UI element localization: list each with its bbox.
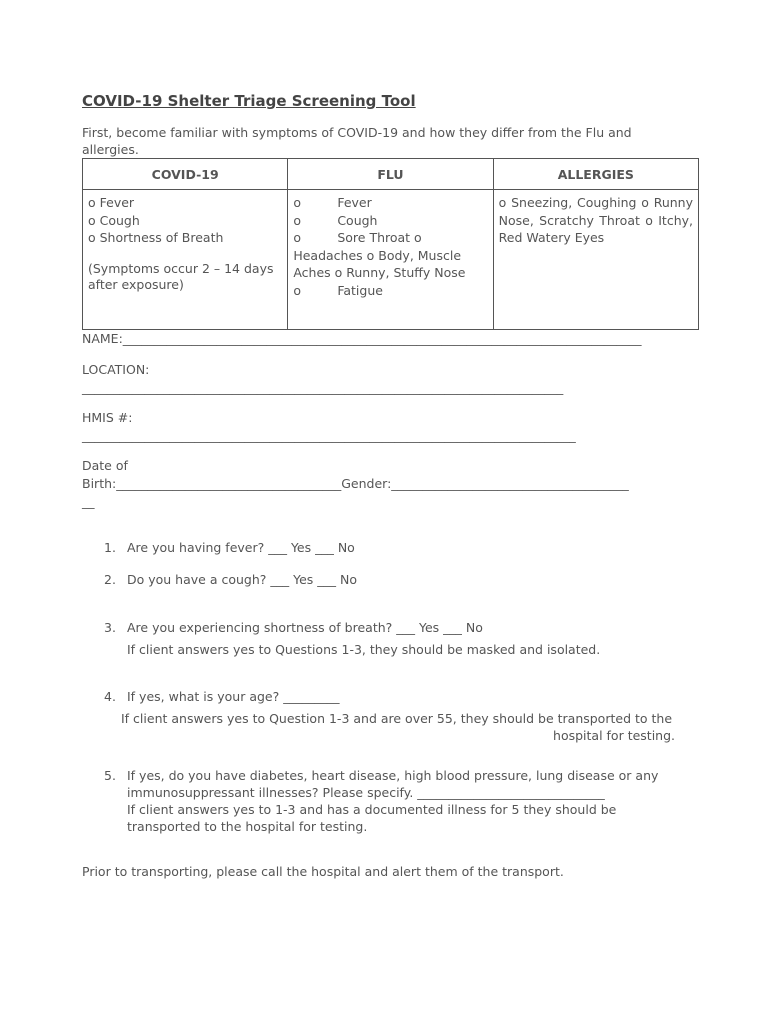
question-1-number: 1.	[104, 540, 116, 555]
table-row	[83, 190, 699, 330]
covid-onset-note: (Symptoms occur 2 – 14 days after exposure)	[88, 260, 274, 292]
flu-symptom-text: Fatigue	[337, 282, 383, 298]
question-4-instruction-line-1: If client answers yes to Question 1-3 and are over 55, they should be transported to the	[121, 711, 673, 726]
intro-text: First, become familiar with symptoms of COVID-19 and how they differ from the Flu and allergies.	[82, 125, 632, 157]
flu-line-5: Aches o Runny, Stuffy Nose	[293, 265, 466, 280]
dob-gender-field[interactable]: Birth:____________________________________Gender:______________________________________	[82, 476, 629, 491]
bullet: o	[293, 230, 301, 245]
symptom-comparison-table	[82, 158, 699, 330]
flu-symptoms-cell	[288, 190, 493, 330]
document-title: COVID-19 Shelter Triage Screening Tool	[82, 92, 416, 110]
flu-symptom-text: Fever	[337, 195, 372, 210]
bullet: o	[293, 212, 301, 228]
question-5-instruction-line-2: transported to the hospital for testing.	[127, 819, 368, 834]
allergy-symptoms-cell: o Sneezing, Coughing o Runny Nose, Scratchy Throat o Itchy, Red Watery Eyes	[493, 190, 698, 330]
question-1-text[interactable]: Are you having fever? ___ Yes ___ No	[127, 540, 355, 555]
dob-label: Date of	[82, 458, 128, 473]
question-3-number: 3.	[104, 620, 116, 635]
covid-symptoms-cell	[83, 190, 288, 330]
question-4-text[interactable]: If yes, what is your age? _________	[127, 689, 340, 704]
covid-symptom-fever: o Fever	[88, 195, 135, 210]
location-label: LOCATION:	[82, 362, 150, 377]
flu-line-4: Headaches o Body, Muscle	[293, 247, 462, 263]
dob-line-tail: __	[82, 494, 95, 509]
footer-instruction: Prior to transporting, please call the hospital and alert them of the transport.	[82, 864, 564, 879]
flu-line-3	[293, 229, 487, 247]
question-3-text[interactable]: Are you experiencing shortness of breath? ___ Yes ___ No	[127, 620, 483, 635]
location-field[interactable]: _____________________________________________________________________________	[82, 380, 564, 395]
question-4-number: 4.	[104, 689, 116, 704]
covid-symptom-cough: o Cough	[88, 212, 140, 228]
hmis-field[interactable]: _______________________________________________________________________________	[82, 428, 576, 443]
question-5-line-2[interactable]: immunosuppressant illnesses? Please specify. ______________________________	[127, 785, 605, 800]
bullet: o	[293, 195, 301, 210]
question-5-instruction-line-1: If client answers yes to 1-3 and has a documented illness for 5 they should be	[127, 802, 617, 817]
header-flu: FLU	[288, 159, 493, 190]
covid-symptom-breath: o Shortness of Breath	[88, 230, 224, 245]
bullet: o	[293, 282, 301, 298]
question-5-number: 5.	[104, 768, 116, 783]
table-header-row	[83, 159, 699, 190]
question-4-instruction-line-2: hospital for testing.	[553, 728, 675, 743]
header-allergies: ALLERGIES	[493, 159, 698, 190]
question-5-line-1: If yes, do you have diabetes, heart disease, high blood pressure, lung disease or any	[127, 768, 659, 783]
question-2-number: 2.	[104, 572, 116, 587]
question-2-text[interactable]: Do you have a cough? ___ Yes ___ No	[127, 572, 357, 587]
header-covid: COVID-19	[83, 159, 288, 190]
question-3-instruction: If client answers yes to Questions 1-3, they should be masked and isolated.	[127, 642, 601, 657]
flu-symptom-text: Cough	[337, 212, 378, 228]
flu-line-1	[293, 194, 487, 212]
hmis-label: HMIS #:	[82, 410, 133, 425]
flu-line-2	[293, 212, 487, 230]
name-field[interactable]: NAME:___________________________________________________________________________________	[82, 331, 642, 346]
flu-line-6	[293, 282, 487, 300]
flu-symptom-text: Sore Throat o	[337, 230, 422, 245]
